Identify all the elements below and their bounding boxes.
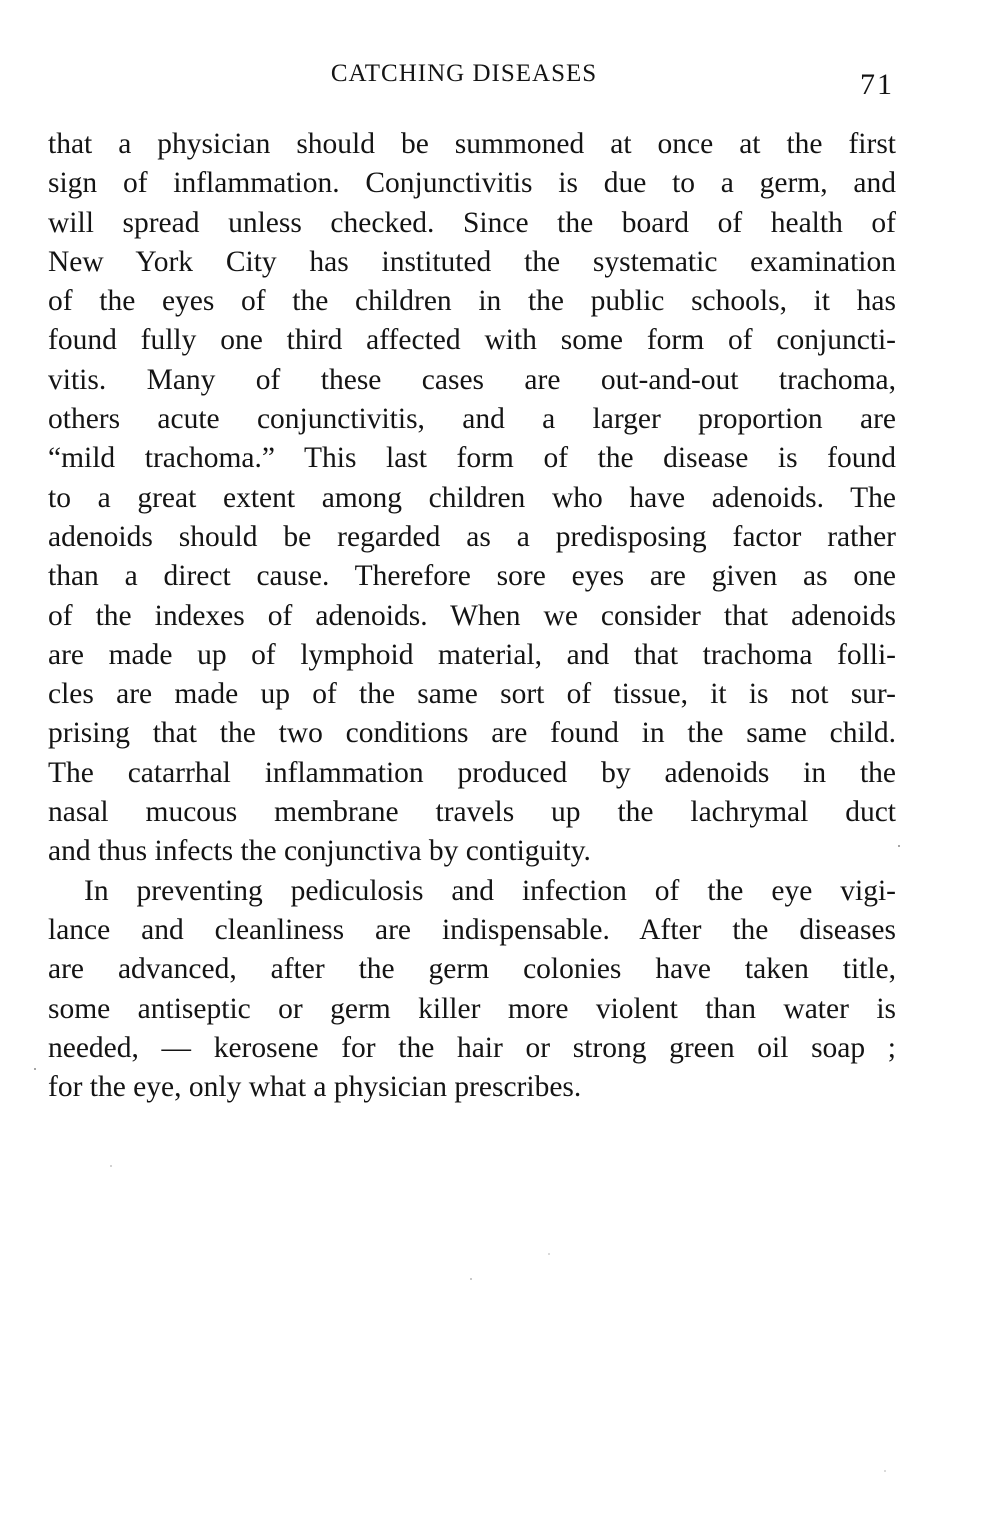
text-line: of the eyes of the children in the public schools, it has	[48, 285, 896, 318]
text-line: “mild trachoma.” This last form of the disease is found	[48, 442, 896, 475]
text-line: nasal mucous membrane travels up the lachrymal duct	[48, 796, 896, 829]
text-line: found fully one third affected with some form of conjuncti-	[48, 324, 896, 357]
text-line: lance and cleanliness are indispensable. After the diseases	[48, 913, 896, 946]
scan-speck	[898, 845, 900, 847]
text-line: for the eye, only what a physician prescribes.	[48, 1071, 582, 1104]
text-line: vitis. Many of these cases are out-and-out trachoma,	[48, 363, 896, 396]
text-line: needed, — kerosene for the hair or strong green oil soap ;	[48, 1031, 896, 1064]
text-line: In preventing pediculosis and infection of the eye vigi-	[84, 874, 896, 907]
scan-speck	[884, 1470, 886, 1472]
text-line: prising that the two conditions are found in the same child.	[48, 717, 896, 750]
text-line: and thus infects the conjunctiva by contiguity.	[48, 835, 591, 868]
paragraph-1	[48, 125, 896, 872]
text-line: will spread unless checked. Since the board of health of	[48, 206, 896, 239]
running-head	[48, 60, 896, 100]
text-line: others acute conjunctivitis, and a larger proportion are	[48, 403, 896, 436]
body-text	[48, 125, 896, 1107]
running-title: CATCHING DISEASES	[330, 60, 598, 87]
text-line: are advanced, after the germ colonies have taken title,	[48, 953, 896, 986]
text-line: sign of inflammation. Conjunctivitis is due to a germ, and	[48, 167, 896, 200]
text-line: New York City has instituted the systematic examination	[48, 245, 896, 278]
page-number: 71	[860, 68, 894, 101]
text-line: of the indexes of adenoids. When we consider that adenoids	[48, 599, 896, 632]
text-line: adenoids should be regarded as a predisposing factor rather	[48, 520, 896, 553]
text-line: are made up of lymphoid material, and that trachoma folli-	[48, 638, 896, 671]
scan-speck	[34, 1068, 36, 1070]
text-line: that a physician should be summoned at once at the first	[48, 128, 896, 160]
text-line: The catarrhal inflammation produced by adenoids in the	[48, 756, 896, 789]
text-line: cles are made up of the same sort of tissue, it is not sur-	[48, 678, 896, 711]
paragraph-2	[48, 872, 896, 1108]
scan-speck	[110, 1165, 112, 1167]
scan-speck	[548, 1253, 550, 1255]
text-line: some antiseptic or germ killer more violent than water is	[48, 992, 896, 1025]
scan-speck	[470, 1278, 472, 1280]
text-line: to a great extent among children who have adenoids. The	[48, 481, 896, 514]
text-line: than a direct cause. Therefore sore eyes are given as one	[48, 560, 896, 593]
